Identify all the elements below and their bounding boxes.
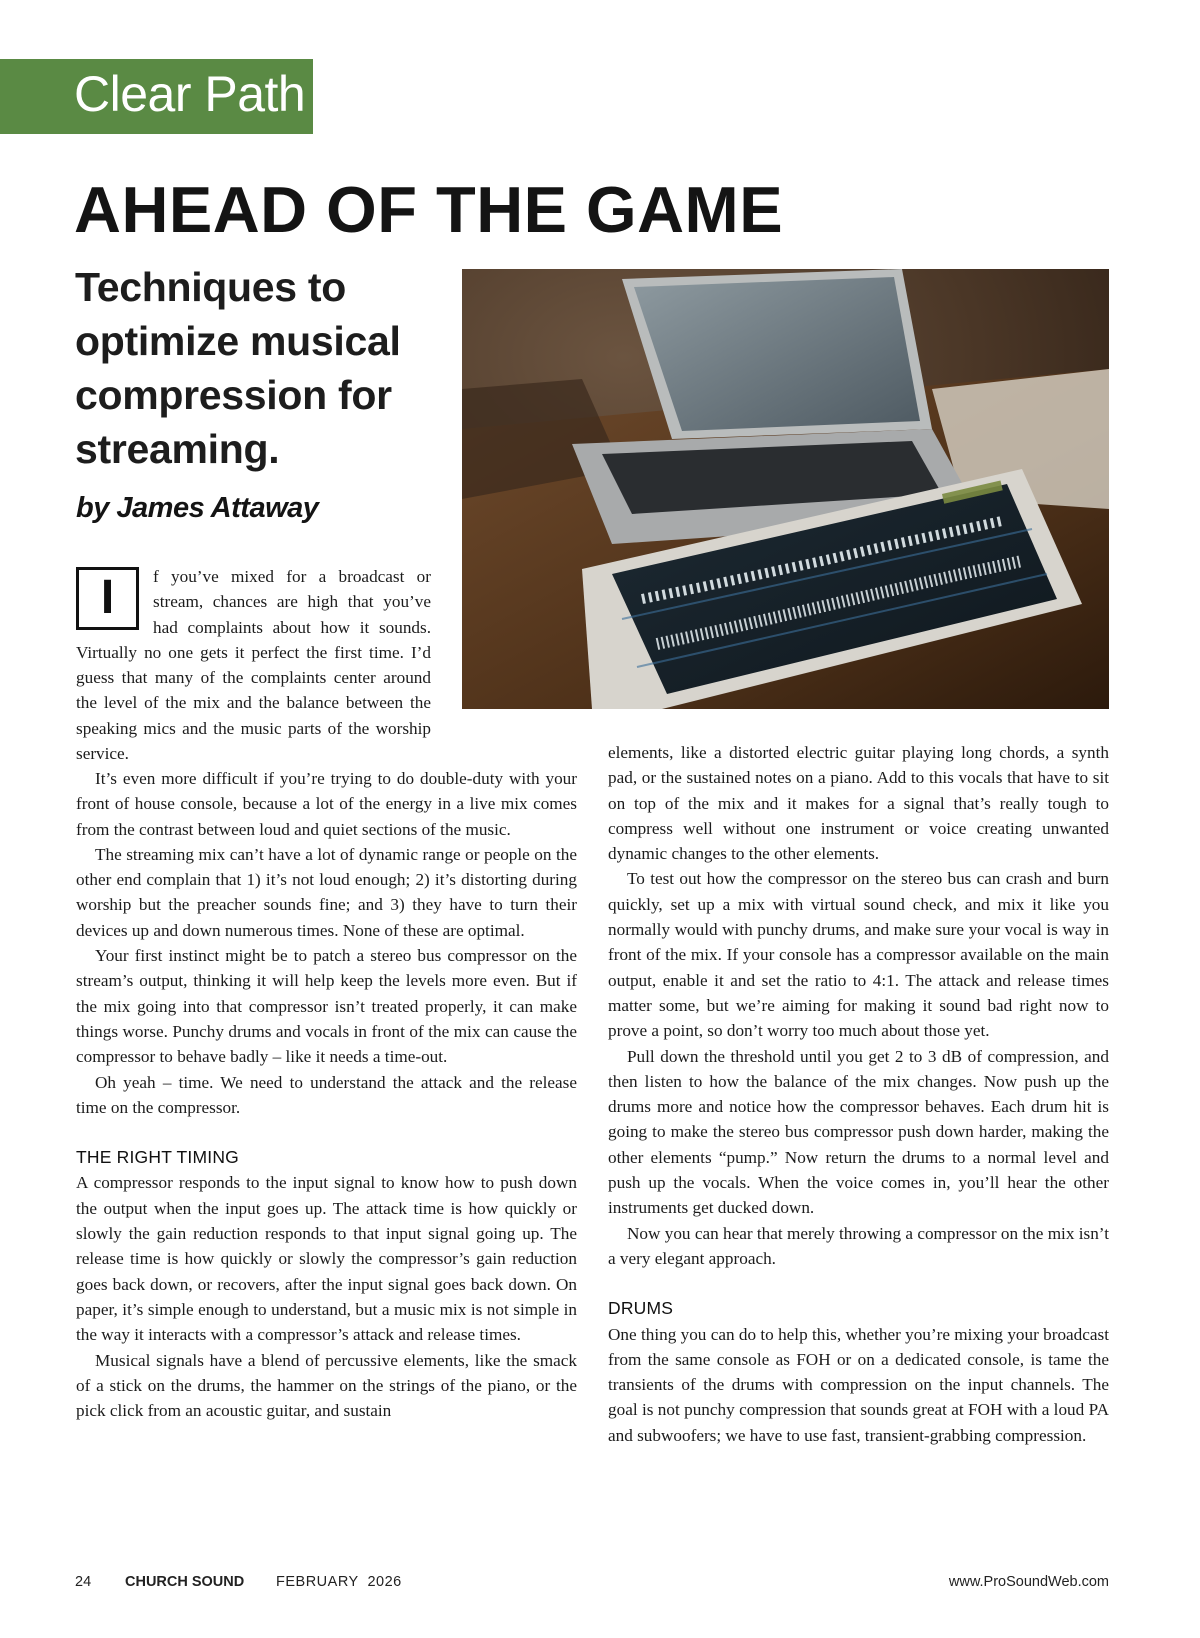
article-headline: AHEAD OF THE GAME	[74, 173, 784, 246]
paragraph: The streaming mix can’t have a lot of dynamic range or people on the other end complain that 1) it’s not loud enough; 2) it’s distorting during worship but the preacher sounds fine; and 3) they have to turn their devices up and down numerous times. None of these are optimal.	[76, 844, 577, 940]
article-byline: by James Attaway	[76, 492, 319, 524]
article-photo	[462, 269, 1109, 709]
article-subtitle: Techniques to optimize musical compression for streaming.	[75, 264, 401, 472]
subhead-right-timing: THE RIGHT TIMING	[76, 1147, 239, 1168]
section-tab	[0, 59, 313, 134]
article-intro: f you’ve mixed for a broadcast or stream, chances are high that you’ve had complaints about how it sounds. Virtually no one gets it perfect the first time. I’d guess that many of the complaints center around the level of the mix and the balance between the speaking mics and the music parts of the worship service.	[76, 567, 431, 764]
magazine-name: CHURCH SOUND	[125, 1574, 245, 1590]
paragraph: Your first instinct might be to patch a stereo bus compressor on the stream’s output, thinking it will help keep the levels more even. But if the mix going into that compressor isn’t treated properly, it can make things worse. Punchy drums and vocals in front of the mix can cause the compressor to behave badly – like it needs a time-out.	[76, 946, 577, 1067]
paragraph: A compressor responds to the input signal to know how to push down the output when the input goes up. The attack time is how quickly or slowly the gain reduction responds to that input signal going up. The release time is how quickly or slowly the compressor’s gain reduction goes back down, or recovers, after the input signal goes back down. On paper, it’s simple enough to understand, but a music mix is not simple in the way it interacts with a compressor’s attack and release times.	[76, 1173, 577, 1345]
subhead-drums: DRUMS	[608, 1298, 674, 1319]
paragraph: Now you can hear that merely throwing a compressor on the mix isn’t a very elegant approach.	[608, 1223, 1109, 1268]
article-column-1-top	[76, 564, 431, 766]
article-column-2	[608, 740, 1109, 1448]
drop-cap: I	[76, 567, 139, 630]
issue-date: FEBRUARY 2026	[276, 1574, 402, 1590]
paragraph: elements, like a distorted electric guitar playing long chords, a synth pad, or the sustained notes on a piano. Add to this vocals that have to sit on top of the mix and it makes for a signal that’s really tough to compress well without one instrument or voice creating unwanted dynamic changes to the other elements.	[608, 743, 1109, 864]
paragraph: It’s even more difficult if you’re trying to do double-duty with your front of house console, because a lot of the energy in a live mix comes from the contrast between loud and quiet sections of the music.	[76, 769, 577, 839]
section-tab-label: Clear Path	[74, 66, 306, 122]
paragraph: Pull down the threshold until you get 2 to 3 dB of compression, and then listen to how the balance of the mix changes. Now push up the drums more and notice how the compressor behaves. Each drum hit is going to make the stereo bus compressor push down harder, making the other elements “pump.” Now return the drums to a normal level and push up the vocals. When the voice comes in, you’ll hear the other instruments get ducked down.	[608, 1046, 1109, 1218]
page-number: 24	[75, 1574, 92, 1590]
paragraph: One thing you can do to help this, whether you’re mixing your broadcast from the same console as FOH or on a dedicated console, is tame the transients of the drums with compression on the input channels. The goal is not punchy compression that sounds great at FOH with a loud PA and subwoofers; we have to use fast, transient-grabbing compression.	[608, 1324, 1109, 1445]
laptop-tablet-photo-illustration	[462, 269, 1109, 709]
paragraph: To test out how the compressor on the stereo bus can crash and burn quickly, set up a mix with virtual sound check, and mix it like you normally would with punchy drums, and make sure your vocal is way in front of the mix. If your console has a compressor available on the main output, enable it and set the ratio to 4:1. The attack and release times matter some, but we’re aiming for making it sound bad right now to prove a point, so don’t worry too much about those yet.	[608, 869, 1109, 1041]
article-column-1	[76, 766, 577, 1423]
paragraph: Oh yeah – time. We need to understand the attack and the release time on the compressor.	[76, 1072, 577, 1117]
website-url: www.ProSoundWeb.com	[948, 1574, 1109, 1590]
paragraph: Musical signals have a blend of percussive elements, like the smack of a stick on the drums, the hammer on the strings of the piano, or the pick click from an acoustic guitar, and sustain	[76, 1350, 577, 1421]
